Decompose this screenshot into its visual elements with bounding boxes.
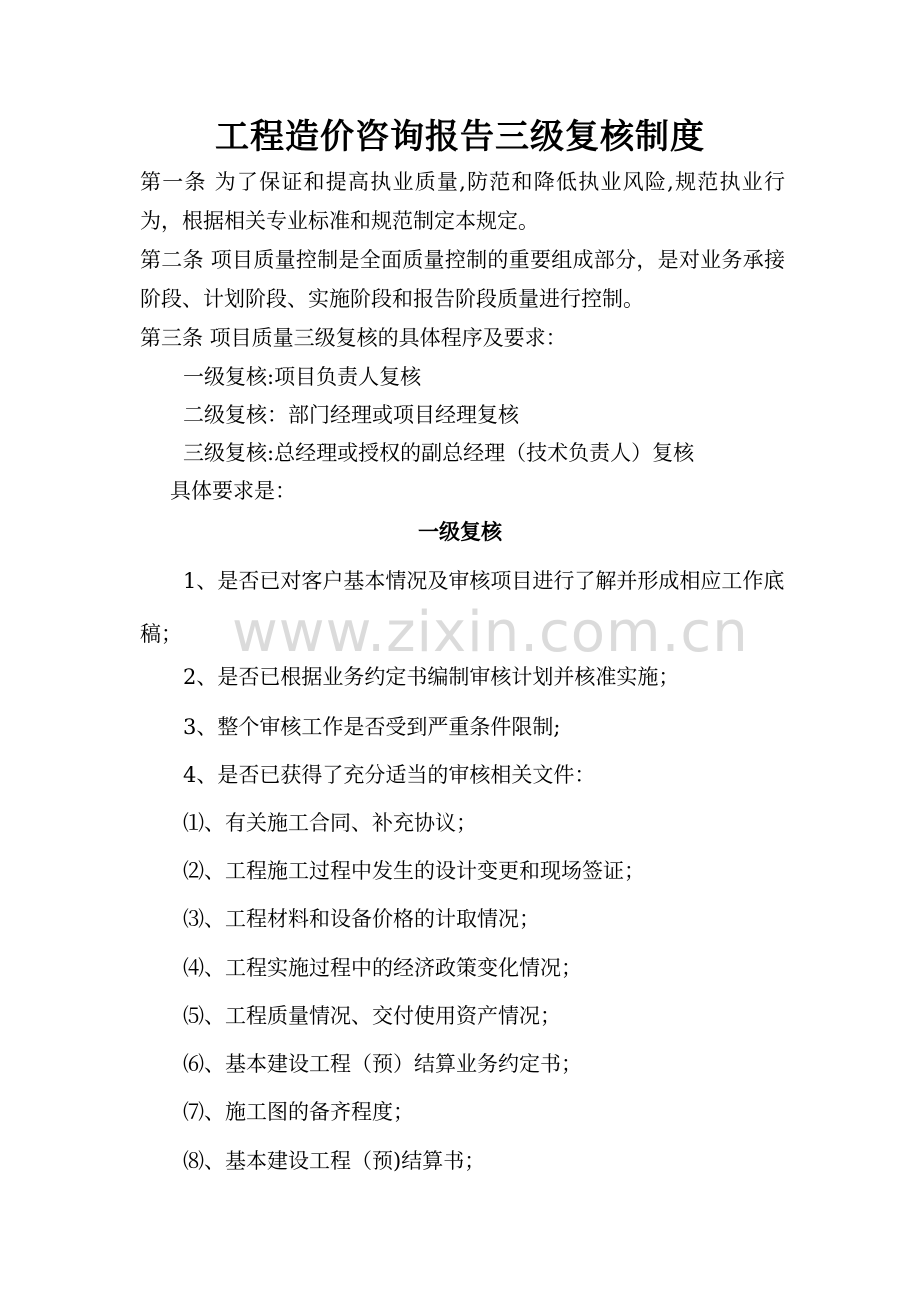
requirements-intro: 具体要求是：	[170, 479, 296, 503]
document-sub-item-6: ⑹、基本建设工程（预）结算业务约定书；	[183, 1052, 582, 1076]
review-level-2: 二级复核：部门经理或项目经理复核	[183, 403, 519, 427]
document-sub-item-7: ⑺、施工图的备齐程度；	[183, 1100, 414, 1124]
document-sub-item-8: ⑻、基本建设工程（预)结算书；	[183, 1149, 486, 1173]
requirement-item-4: 4、是否已获得了充分适当的审核相关文件：	[183, 763, 596, 787]
article-3: 第三条 项目质量三级复核的具体程序及要求：	[140, 326, 567, 350]
requirement-item-3: 3、整个审核工作是否受到严重条件限制;	[183, 715, 561, 739]
document-sub-item-5: ⑸、工程质量情况、交付使用资产情况；	[183, 1004, 561, 1028]
article-1: 第一条 为了保证和提高执业质量,防范和降低执业风险,规范执业行为，根据相关专业标准和规范制定本规定。	[140, 170, 785, 233]
document-sub-item-4: ⑷、工程实施过程中的经济政策变化情况；	[183, 956, 582, 980]
review-level-3: 三级复核:总经理或授权的副总经理（技术负责人）复核	[183, 441, 695, 465]
document-sub-item-2: ⑵、工程施工过程中发生的设计变更和现场签证；	[183, 859, 645, 883]
requirement-item-2: 2、是否已根据业务约定书编制审核计划并核准实施；	[183, 665, 680, 689]
watermark: www.zixin.com.cn	[232, 600, 749, 665]
requirement-item-1: 1、是否已对客户基本情况及审核项目进行了解并形成相应工作底稿；	[140, 569, 785, 646]
section-heading: 一级复核	[418, 519, 502, 544]
document-sub-item-3: ⑶、工程材料和设备价格的计取情况；	[183, 907, 540, 931]
article-2: 第二条 项目质量控制是全面质量控制的重要组成部分，是对业务承接阶段、计划阶段、实施阶段和报告阶段质量进行控制。	[140, 248, 785, 311]
document-sub-item-1: ⑴、有关施工合同、补充协议；	[183, 811, 477, 835]
document-title: 工程造价咨询报告三级复核制度	[215, 117, 705, 157]
review-level-1: 一级复核:项目负责人复核	[183, 365, 422, 389]
